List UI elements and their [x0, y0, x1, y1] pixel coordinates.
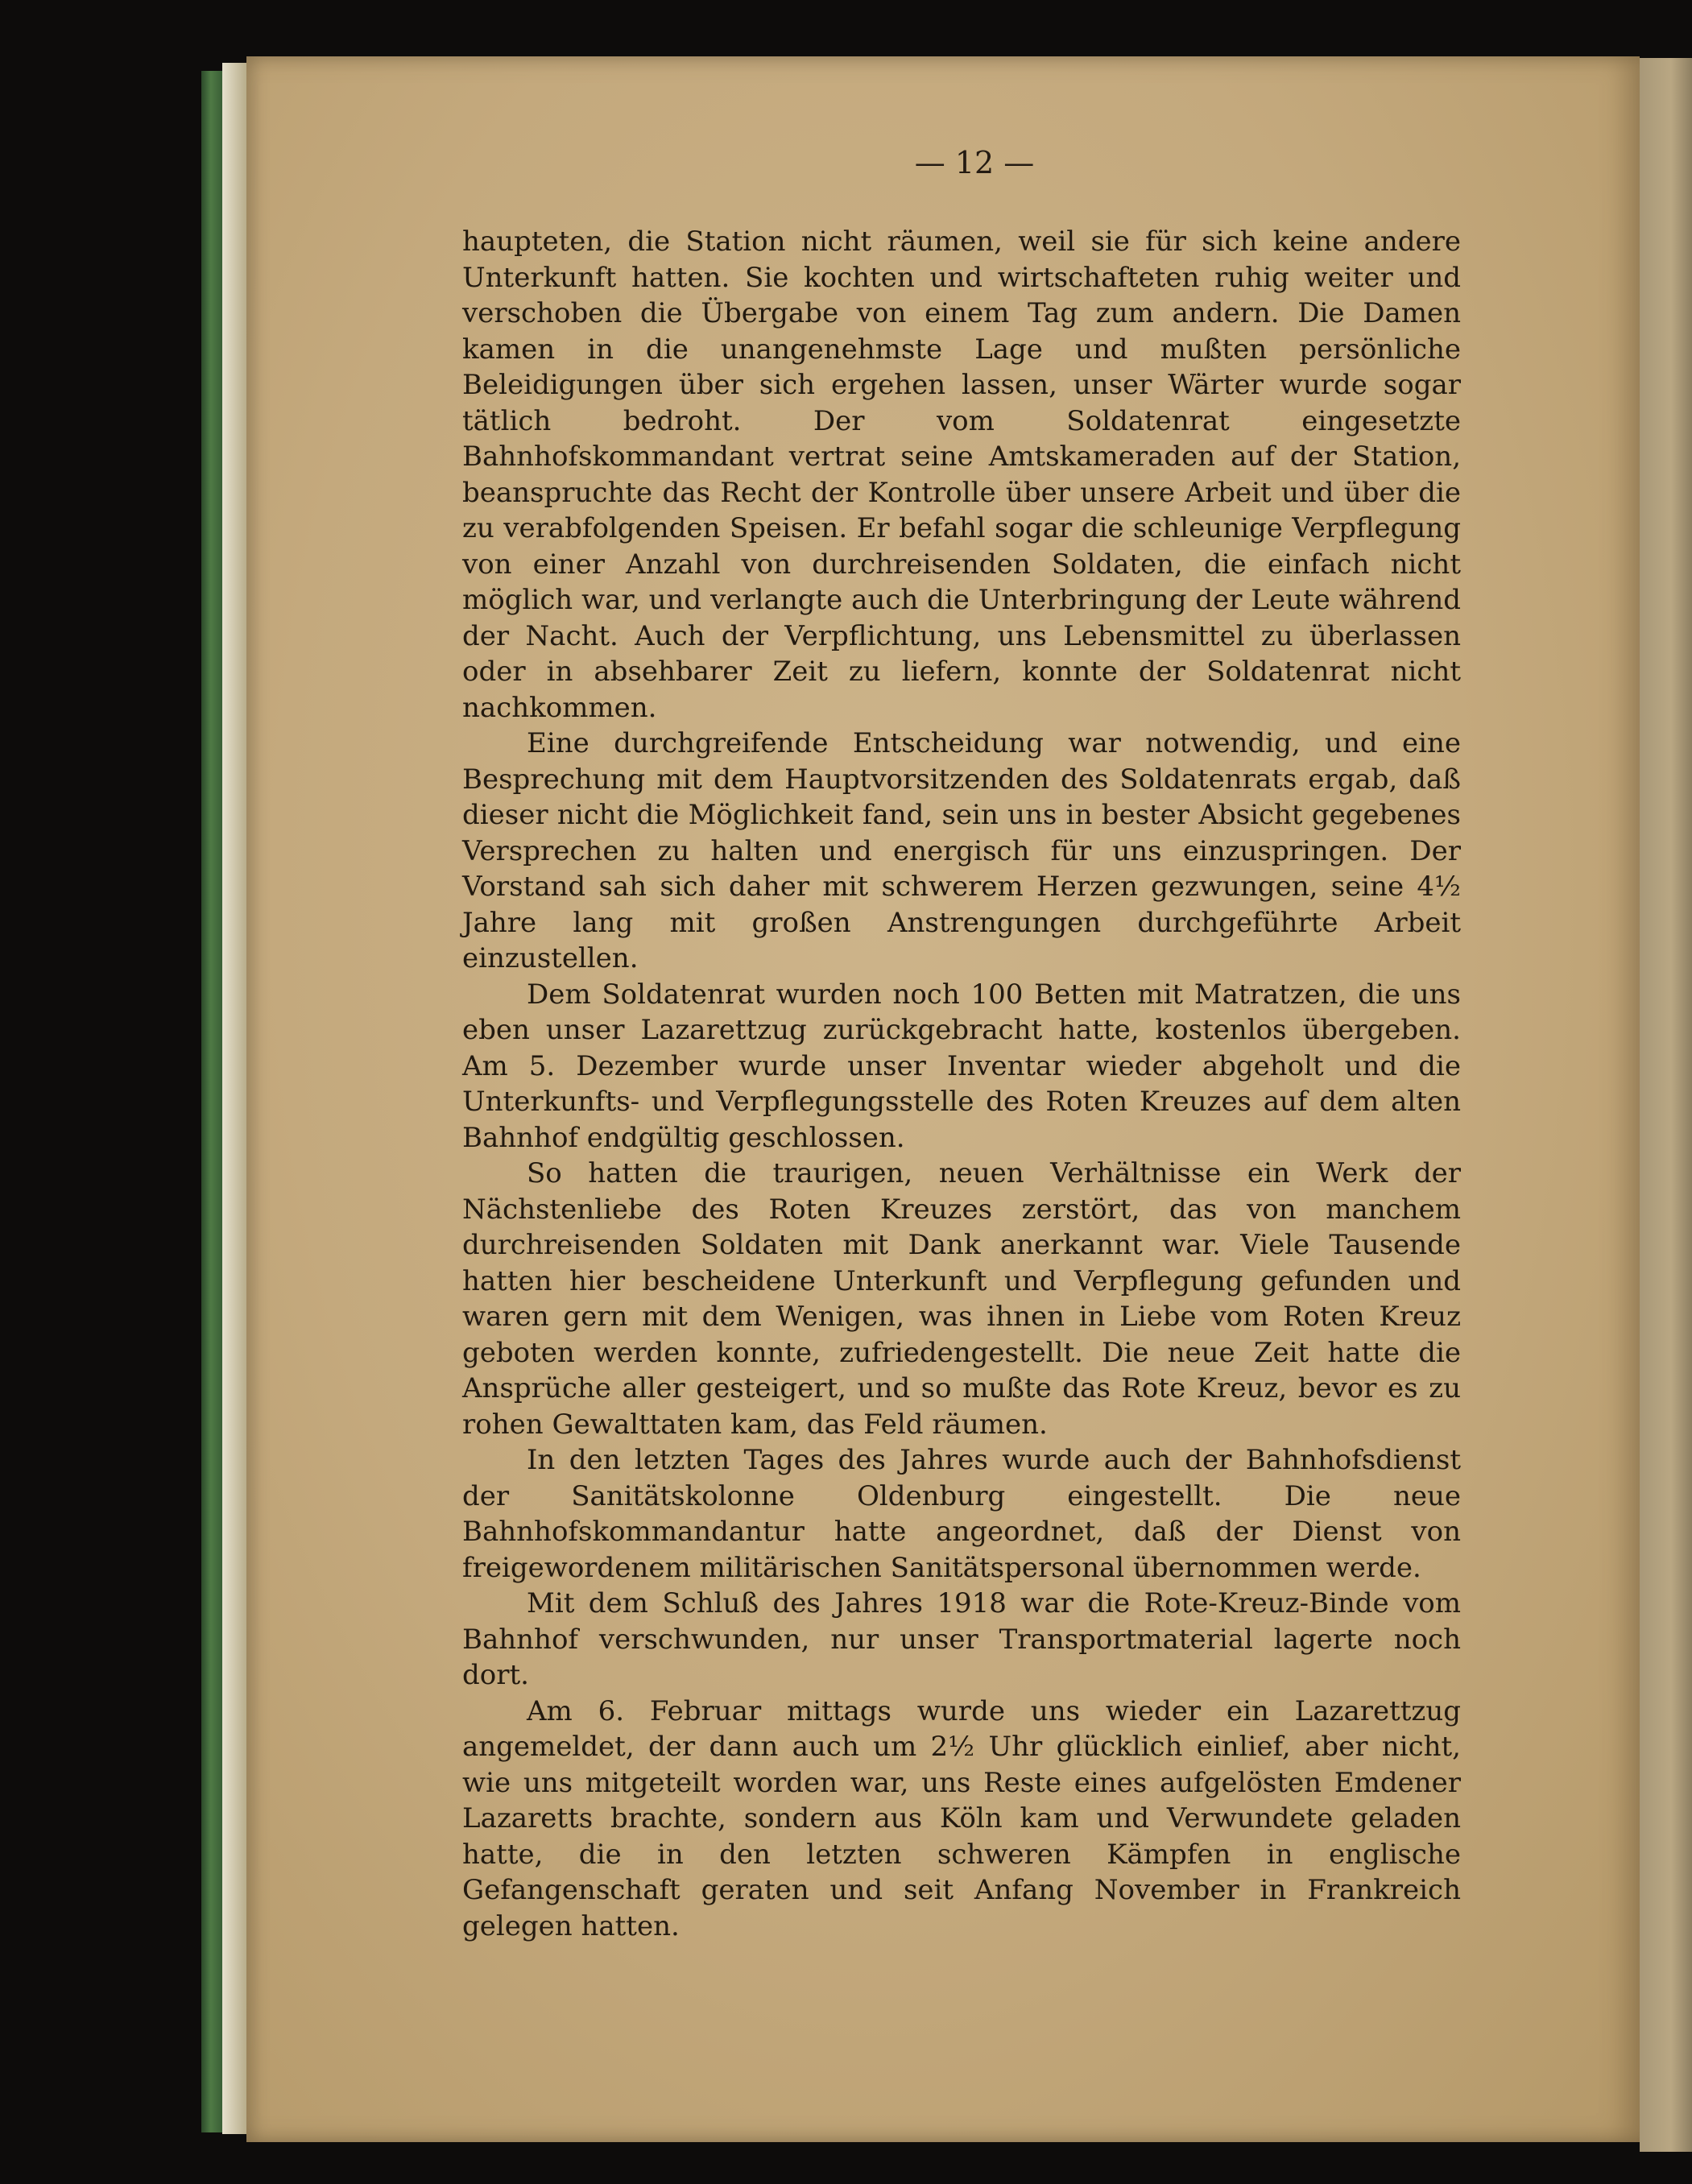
- book-binding: [201, 71, 222, 2132]
- paragraph: Dem Soldatenrat wurden noch 100 Betten mit Matratzen, die uns eben unser Lazarettzug zurückgebracht hatte, kostenlos übergeben. Am 5. Dezember wurde unser Inventar wieder abgeholt und die Unterkunfts- und Verpflegungsstelle des Roten Kreuzes auf dem alten Bahnhof endgültig geschlossen.: [462, 978, 1461, 1154]
- paragraph: In den letzten Tages des Jahres wurde auch der Bahnhofsdienst der Sanitätskolonne Oldenburg eingestellt. Die neue Bahnhofskommandantur hatte angeordnet, daß der Dienst von freigewordenem militärischen Sanitätspersonal übernommen werde.: [462, 1444, 1461, 1584]
- paragraph: haupteten, die Station nicht räumen, weil sie für sich keine andere Unterkunft hatten. Sie kochten und wirtschafteten ruhig weiter und verschoben die Übergabe von einem Tag zum andern. Die Damen kamen in die unangenehmste Lage und mußten persönliche Beleidigungen über sich ergehen lassen, unser Wärter wurde sogar tätlich bedroht. Der vom Soldatenrat eingesetzte Bahnhofskommandant vertrat seine Amtskameraden auf der Station, beanspruchte das Recht der Kontrolle über unsere Arbeit und über die zu verabfolgenden Speisen. Er befahl sogar die schleunige Verpflegung von einer Anzahl von durchreisenden Soldaten, die einfach nicht möglich war, und verlangte auch die Unterbringung der Leute während der Nacht. Auch der Verpflichtung, uns Lebensmittel zu überlassen oder in absehbarer Zeit zu liefern, konnte der Soldatenrat nicht nachkommen.: [462, 225, 1461, 724]
- next-page-edge: [1640, 58, 1692, 2152]
- paragraph: So hatten die traurigen, neuen Verhältnisse ein Werk der Nächstenliebe des Roten Kreuzes zerstört, das von manchem durchreisenden Soldaten mit Dank anerkannt war. Viele Tausende hatten hier bescheidene Unterkunft und Verpflegung gefunden und waren gern mit dem Wenigen, was ihnen in Liebe vom Roten Kreuz geboten werden konnte, zufriedengestellt. Die neue Zeit hatte die Ansprüche aller gesteigert, und so mußte das Rote Kreuz, bevor es zu rohen Gewalttaten kam, das Feld räumen.: [462, 1157, 1461, 1441]
- paragraph: Mit dem Schluß des Jahres 1918 war die Rote-Kreuz-Binde vom Bahnhof verschwunden, nur unser Transportmaterial lagerte noch dort.: [462, 1587, 1461, 1691]
- page-number: — 12 —: [914, 145, 1035, 180]
- page-body: [462, 224, 1461, 1944]
- paragraph: Am 6. Februar mittags wurde uns wieder ein Lazarettzug angemeldet, der dann auch um 2½ Uhr glücklich einlief, aber nicht, wie uns mitgeteilt worden war, uns Reste eines aufgelösten Emdener Lazaretts brachte, sondern aus Köln kam und Verwundete geladen hatte, die in den letzten schweren Kämpfen in englische Gefangenschaft geraten und seit Anfang November in Frankreich gelegen hatten.: [462, 1694, 1461, 1942]
- paragraph: Eine durchgreifende Entscheidung war notwendig, und eine Besprechung mit dem Hauptvorsitzenden des Soldatenrats ergab, daß dieser nicht die Möglichkeit fand, sein uns in bester Absicht gegebenes Versprechen zu halten und energisch für uns einzuspringen. Der Vorstand sah sich daher mit schwerem Herzen gezwungen, seine 4½ Jahre lang mit großen Anstrengungen durchgeführte Arbeit einzustellen.: [462, 727, 1461, 974]
- page-edges: [222, 63, 246, 2134]
